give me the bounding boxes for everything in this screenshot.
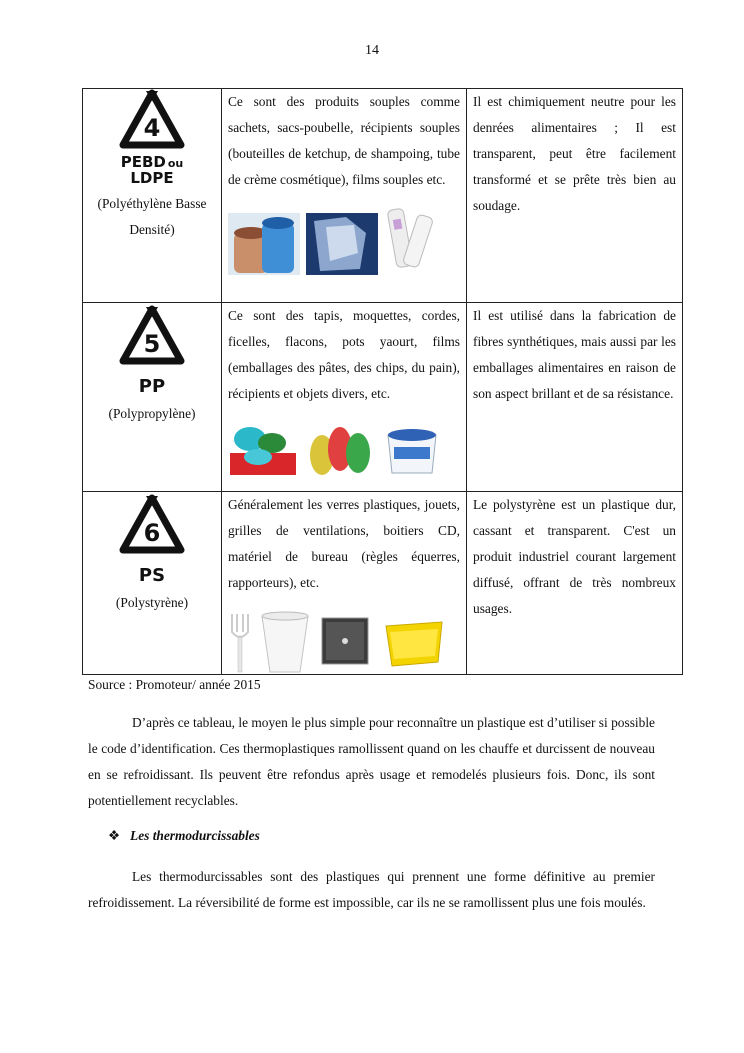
properties-text: Il est chimiquement neutre pour les denrées alimentaires ; Il est transparent, peut être facilement transformé et se prête très bien au soudage. bbox=[473, 94, 676, 213]
paragraph: Les thermodurcissables sont des plastiques qui prennent une forme définitive au premier refroidissement. La réversibilité de forme est impossible, car ils ne se ramollissent plus une fois moulés. bbox=[88, 869, 655, 910]
ropes-image bbox=[304, 419, 374, 479]
plastic-name: (Polystyrène) bbox=[115, 595, 189, 610]
properties-text: Le polystyrène est un plastique dur, cassant et transparent. C'est un produit industriel courant largement diffusé, offrant de très nombreux usages. bbox=[473, 497, 676, 616]
properties-text: Il est utilisé dans la fabrication de fibres synthétiques, mais aussi par les emballages alimentaires en raison de son aspect brillant et de sa résistance. bbox=[473, 308, 676, 401]
description-text: Généralement les verres plastiques, jouets, grilles de ventilations, boitiers CD, matériel de bureau (règles équerres, rapporteurs), etc. bbox=[228, 497, 460, 590]
code-number: 6 bbox=[143, 519, 161, 547]
description-text: Ce sont des tapis, moquettes, cordes, ficelles, flacons, pots yaourt, films (emballages des pâtes, des chips, du pain), récipients et objets divers, etc. bbox=[228, 308, 460, 401]
diamond-bullet-icon: ❖ bbox=[108, 828, 121, 843]
recycling-code-6-icon bbox=[117, 492, 187, 588]
description-text: Ce sont des produits souples comme sachets, sacs-poubelle, récipients souples (bouteilles de ketchup, de shampoing, tube de crème cosmétique), films souples etc. bbox=[228, 94, 460, 187]
plastic-bowls-image bbox=[228, 419, 298, 479]
cosmetic-tubes-image bbox=[384, 201, 438, 275]
properties-cell bbox=[467, 89, 683, 303]
code-cell bbox=[83, 303, 222, 492]
plastic-name: (Polypropylène) bbox=[108, 406, 196, 421]
table-row bbox=[83, 303, 683, 492]
storage-box-image bbox=[380, 610, 448, 674]
table-source: Source : Promoteur/ année 2015 bbox=[88, 677, 261, 692]
code-label: PP bbox=[138, 376, 166, 397]
cd-case-image bbox=[318, 610, 374, 674]
page-number: 14 bbox=[365, 43, 379, 58]
code-label-alt: LDPE bbox=[130, 169, 174, 185]
properties-cell bbox=[467, 303, 683, 492]
plastics-table bbox=[82, 88, 683, 675]
product-images bbox=[228, 419, 460, 479]
bin-bags-image bbox=[228, 213, 300, 275]
plastic-name: (Polyéthylène Basse Densité) bbox=[97, 196, 207, 237]
description-cell bbox=[222, 89, 467, 303]
plastic-bags-image bbox=[306, 213, 378, 275]
code-label: PEBD bbox=[120, 153, 166, 171]
code-label: PS bbox=[138, 565, 166, 586]
properties-cell bbox=[467, 492, 683, 675]
code-cell bbox=[83, 89, 222, 303]
yogurt-pot-image bbox=[380, 419, 444, 479]
recycling-code-5-icon bbox=[117, 303, 187, 399]
code-label-suffix: ou bbox=[167, 157, 184, 170]
description-cell bbox=[222, 303, 467, 492]
code-number: 5 bbox=[143, 330, 161, 358]
code-cell bbox=[83, 492, 222, 675]
plastic-cup-image bbox=[258, 610, 312, 674]
section-heading bbox=[108, 828, 260, 844]
code-number: 4 bbox=[143, 114, 161, 142]
table-row bbox=[83, 492, 683, 675]
product-images bbox=[228, 201, 460, 275]
paragraph: D’après ce tableau, le moyen le plus simple pour reconnaître un plastique est d’utiliser si possible le code d’identification. Ces thermoplastiques ramollissent quand on les chauffe et durcissent de nouveau en se refroidissant. Ils peuvent être refondus après usage et remodelés plusieurs fois. Donc, ils sont potentiellement recyclables. bbox=[88, 715, 655, 808]
product-images bbox=[228, 610, 460, 674]
description-cell bbox=[222, 492, 467, 675]
recycling-code-4-icon bbox=[117, 89, 187, 185]
plastic-fork-image bbox=[228, 610, 252, 674]
table-row bbox=[83, 89, 683, 303]
section-heading-text: Les thermodurcissables bbox=[130, 828, 260, 843]
